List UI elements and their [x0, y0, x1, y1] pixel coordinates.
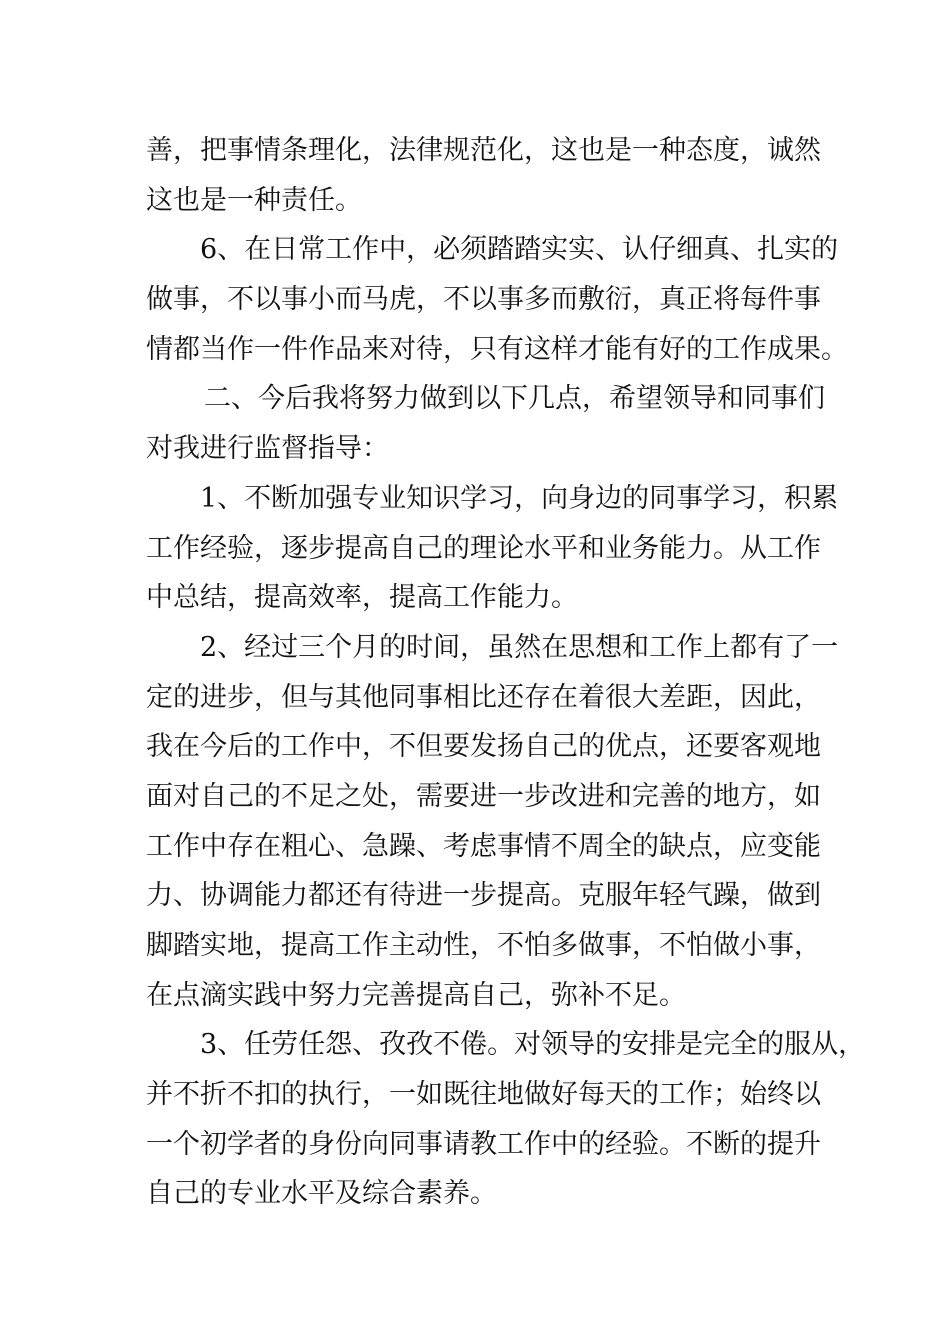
text-line: 面对自己的不足之处，需要进一步改进和完善的地方，如 — [146, 780, 821, 812]
text-line: 工作中存在粗心、急躁、考虑事情不周全的缺点，应变能 — [146, 830, 821, 862]
text-line: 我在今后的工作中，不但要发扬自己的优点，还要客观地 — [146, 731, 821, 763]
paragraph-start-1: 1、不断加强专业知识学习，向身边的同事学习，积累 — [200, 482, 839, 514]
text-line: 脚踏实地，提高工作主动性，不怕多做事，不怕做小事， — [146, 930, 821, 961]
text-line: 自己的专业水平及综合素养。 — [146, 1178, 497, 1210]
text-line: 一个初学者的身份向同事请教工作中的经验。不断的提升 — [146, 1128, 821, 1160]
section-heading-2: 二、今后我将努力做到以下几点，希望领导和同事们 — [204, 383, 825, 415]
text-line: 善，把事情条理化，法律规范化，这也是一种态度，诚然 — [146, 135, 821, 166]
paragraph-start-2: 2、经过三个月的时间，虽然在思想和工作上都有了一 — [200, 631, 839, 663]
paragraph-start-3: 3、任劳任怨、孜孜不倦。对领导的安排是完全的服从， — [200, 1029, 866, 1061]
text-line: 在点滴实践中努力完善提高自己，弥补不足。 — [146, 979, 686, 1011]
text-line: 做事，不以事小而马虎，不以事多而敷衍，真正将每件事 — [146, 284, 821, 316]
text-line: 中总结，提高效率，提高工作能力。 — [146, 582, 578, 614]
text-line: 力、协调能力都还有待进一步提高。克服年轻气躁，做到 — [146, 880, 821, 912]
text-line: 这也是一种责任。 — [146, 184, 362, 216]
paragraph-start-6: 6、在日常工作中，必须踏踏实实、认仔细真、扎实的 — [200, 234, 839, 266]
text-line: 工作经验，逐步提高自己的理论水平和业务能力。从工作 — [146, 532, 821, 564]
text-line: 并不折不扣的执行，一如既往地做好每天的工作；始终以 — [146, 1079, 821, 1111]
document-body — [146, 126, 866, 1219]
text-line: 对我进行监督指导： — [146, 433, 389, 465]
text-line: 定的进步，但与其他同事相比还存在着很大差距，因此， — [146, 681, 821, 713]
text-line: 情都当作一件作品来对待，只有这样才能有好的工作成果。 — [146, 333, 848, 365]
